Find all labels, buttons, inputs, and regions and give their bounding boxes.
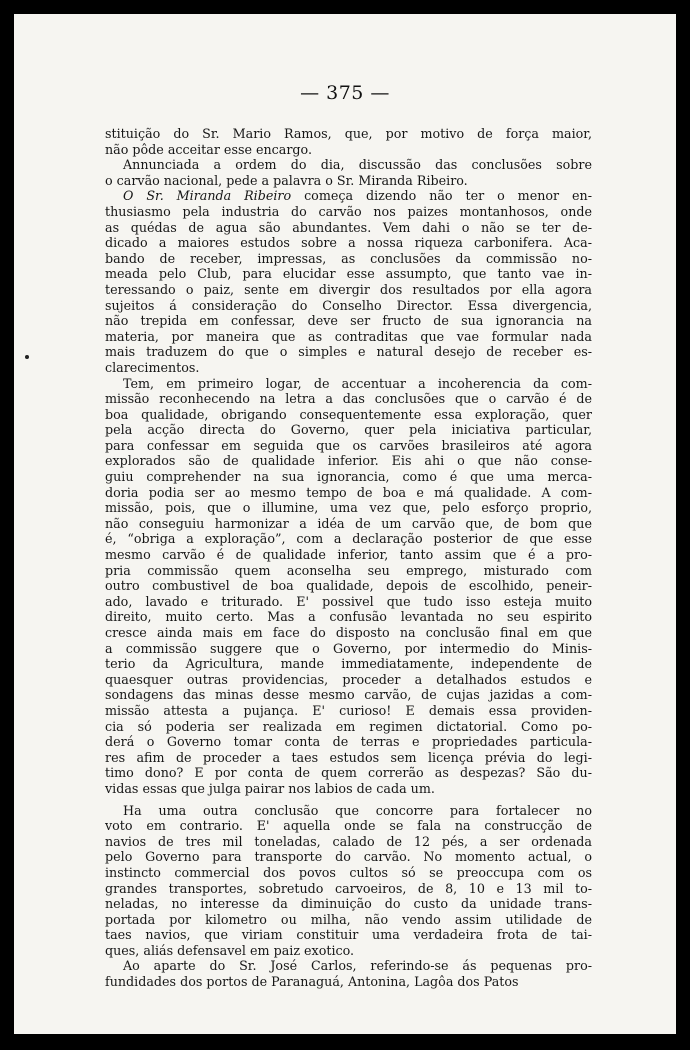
text-line — [105, 803, 592, 819]
line-text: vidas essas que julga pairar nos labios de cada um. — [105, 780, 435, 796]
text-line — [105, 818, 592, 834]
text-line — [105, 765, 592, 781]
text-line — [105, 422, 592, 438]
text-line — [105, 594, 592, 610]
line-text: não trepida em confessar, deve ser fructo de sua ignorancia na — [105, 313, 592, 329]
text-line — [105, 781, 592, 797]
text-line — [105, 958, 592, 974]
text-line — [105, 703, 592, 719]
text-line — [105, 516, 592, 532]
line-text: navios de tres mil toneladas, calado de 12 pés, a ser ordenada — [105, 833, 592, 849]
line-text: sujeitos á consideração do Conselho Director. Essa divergencia, — [105, 297, 592, 313]
text-line — [105, 719, 592, 735]
text-line — [105, 329, 592, 345]
line-text: quaesquer outras providencias, proceder a detalhados estudos e — [105, 671, 592, 687]
line-text: direito, muito certo. Mas a confusão levantada no seu espirito — [105, 609, 592, 625]
text-line — [105, 547, 592, 563]
line-text: neladas, no interesse da diminuição do custo da unidade trans- — [105, 896, 592, 912]
line-text: ques, aliás defensavel em paiz exotico. — [105, 942, 355, 958]
text-line — [105, 453, 592, 469]
line-text: bando de receber, impressas, as conclusões da commissão no- — [105, 250, 592, 266]
text-line — [105, 656, 592, 672]
text-line — [105, 188, 592, 204]
line-text: outro combustivel de boa qualidade, depois de escolhido, peneir- — [105, 578, 592, 594]
text-line — [105, 750, 592, 766]
line-text: guiu comprehender na sua ignorancia, como é que uma merca- — [105, 469, 592, 485]
text-line — [105, 251, 592, 267]
line-text: teressando o paiz, sente em divergir dos resultados por ella agora — [105, 281, 592, 297]
text-line — [105, 578, 592, 594]
text-line — [105, 407, 592, 423]
paragraph — [105, 803, 592, 959]
line-text: res afim de proceder a taes estudos sem licença prévia do legi- — [105, 749, 592, 765]
text-line — [105, 235, 592, 251]
line-text: não pôde acceitar esse encargo. — [105, 141, 312, 157]
line-text: missão, pois, que o illumine, uma vez que, pelo esforço proprio, — [105, 500, 592, 516]
line-text: terio da Agricultura, mande immediatamente, independente de — [105, 656, 592, 672]
text-line — [105, 896, 592, 912]
text-line — [105, 734, 592, 750]
text-line — [105, 157, 592, 173]
line-text: o carvão nacional, pede a palavra o Sr. Miranda Ribeiro. — [105, 172, 468, 188]
text-line — [105, 834, 592, 850]
line-text: mesmo carvão é de qualidade inferior, tanto assim que é a pro- — [105, 547, 592, 563]
line-text: começa dizendo não ter o menor en- — [291, 188, 592, 204]
text-line — [105, 142, 592, 158]
line-text: dicado a maiores estudos sobre a nossa riqueza carbonifera. Aca- — [105, 235, 592, 251]
text-line — [105, 641, 592, 657]
line-text: thusiasmo pela industria do carvão nos paizes montanhosos, onde — [105, 203, 592, 219]
line-text: doria podia ser ao mesmo tempo de boa e má qualidade. A com- — [105, 484, 592, 500]
paragraph — [105, 157, 592, 188]
line-text: taes navios, que viriam constituir uma verdadeira frota de tai- — [105, 927, 592, 943]
line-text: materia, por maneira que as contraditas que vae formular nada — [105, 328, 592, 344]
text-line — [105, 376, 592, 392]
text-line — [105, 531, 592, 547]
line-text: missão reconhecendo na letra a das conclusões que o carvão é de — [105, 391, 592, 407]
line-text: mais traduzem do que o simples e natural desejo de receber es- — [105, 344, 592, 360]
body-text — [105, 126, 592, 990]
page-number: — 375 — — [300, 82, 390, 104]
line-text: portada por kilometro ou milha, não vendo assim utilidade de — [105, 911, 592, 927]
line-text: para confessar em seguida que os carvões brasileiros até agora — [105, 437, 592, 453]
line-text: pelo Governo para transporte do carvão. No momento actual, o — [105, 849, 592, 865]
text-line — [105, 438, 592, 454]
line-text: voto em contrario. E' aquella onde se fala na construcção de — [105, 818, 592, 834]
text-line — [105, 563, 592, 579]
line-text: sondagens das minas desse mesmo carvão, de cujas jazidas a com- — [105, 687, 592, 703]
text-line — [105, 849, 592, 865]
line-text: a commissão suggere que o Governo, por intermedio do Minis- — [105, 640, 592, 656]
line-text: Tem, em primeiro logar, de accentuar a incoherencia da com- — [123, 375, 592, 391]
text-line — [105, 282, 592, 298]
line-text: clarecimentos. — [105, 359, 200, 375]
line-text: missão attesta a pujança. E' curioso! E demais essa providen- — [105, 702, 592, 718]
text-line — [105, 204, 592, 220]
text-line — [105, 500, 592, 516]
text-line — [105, 609, 592, 625]
paragraph — [105, 126, 592, 157]
text-line — [105, 625, 592, 641]
text-line — [105, 360, 592, 376]
text-line — [105, 943, 592, 959]
text-line — [105, 344, 592, 360]
text-line — [105, 126, 592, 142]
line-text: é, “obriga a exploração”, com a declaração posterior de que esse — [105, 531, 592, 547]
line-text: timo dono? E por conta de quem correrão as despezas? São du- — [105, 765, 592, 781]
text-line — [105, 974, 592, 990]
margin-dot — [25, 355, 29, 359]
text-line — [105, 672, 592, 688]
line-text: cia só poderia ser realizada em regimen dictatorial. Como po- — [105, 718, 592, 734]
text-line — [105, 298, 592, 314]
text-line — [105, 927, 592, 943]
line-text: não conseguiu harmonizar a idéa de um carvão que, de bom que — [105, 515, 592, 531]
speaker-name: O Sr. Miranda Ribeiro — [123, 188, 292, 204]
text-line — [105, 469, 592, 485]
line-text: explorados são de qualidade inferior. Eis ahi o que não conse- — [105, 453, 592, 469]
line-text: Annunciada a ordem do dia, discussão das conclusões sobre — [123, 157, 592, 173]
text-line — [105, 485, 592, 501]
line-text: ado, lavado e triturado. E' possivel que tudo isso esteja muito — [105, 593, 592, 609]
text-line — [105, 173, 592, 189]
text-line — [105, 313, 592, 329]
line-text: boa qualidade, obrigando consequentemente essa exploração, quer — [105, 406, 592, 422]
text-line — [105, 266, 592, 282]
text-line — [105, 220, 592, 236]
paragraph — [105, 376, 592, 797]
line-text: instincto commercial dos povos cultos só se preoccupa com os — [105, 864, 592, 880]
line-text: grandes transportes, sobretudo carvoeiros, de 8, 10 e 13 mil to- — [105, 880, 592, 896]
line-text: derá o Governo tomar conta de terras e propriedades particula- — [105, 734, 592, 750]
line-text: pria commissão quem aconselha seu emprego, misturado com — [105, 562, 592, 578]
line-text: as quédas de agua são abundantes. Vem dahi o não se ter de- — [105, 219, 592, 235]
text-line — [105, 687, 592, 703]
paragraph — [105, 958, 592, 989]
line-text: fundidades dos portos de Paranaguá, Antonina, Lagôa dos Patos — [105, 974, 519, 990]
line-text: meada pelo Club, para elucidar esse assumpto, que tanto vae in- — [105, 266, 592, 282]
paragraph — [105, 188, 592, 375]
line-text: cresce ainda mais em face do disposto na conclusão final em que — [105, 625, 592, 640]
text-line — [105, 912, 592, 928]
line-text: Ao aparte do Sr. José Carlos, referindo-se ás pequenas pro- — [123, 958, 592, 974]
line-text: stituição do Sr. Mario Ramos, que, por motivo de força maior, — [105, 126, 592, 141]
text-line — [105, 391, 592, 407]
document-page — [14, 14, 676, 1034]
text-line — [105, 881, 592, 897]
line-text: pela acção directa do Governo, quer pela iniciativa particular, — [105, 422, 592, 438]
line-text: Ha uma outra conclusão que concorre para fortalecer no — [123, 802, 592, 818]
text-line — [105, 865, 592, 881]
